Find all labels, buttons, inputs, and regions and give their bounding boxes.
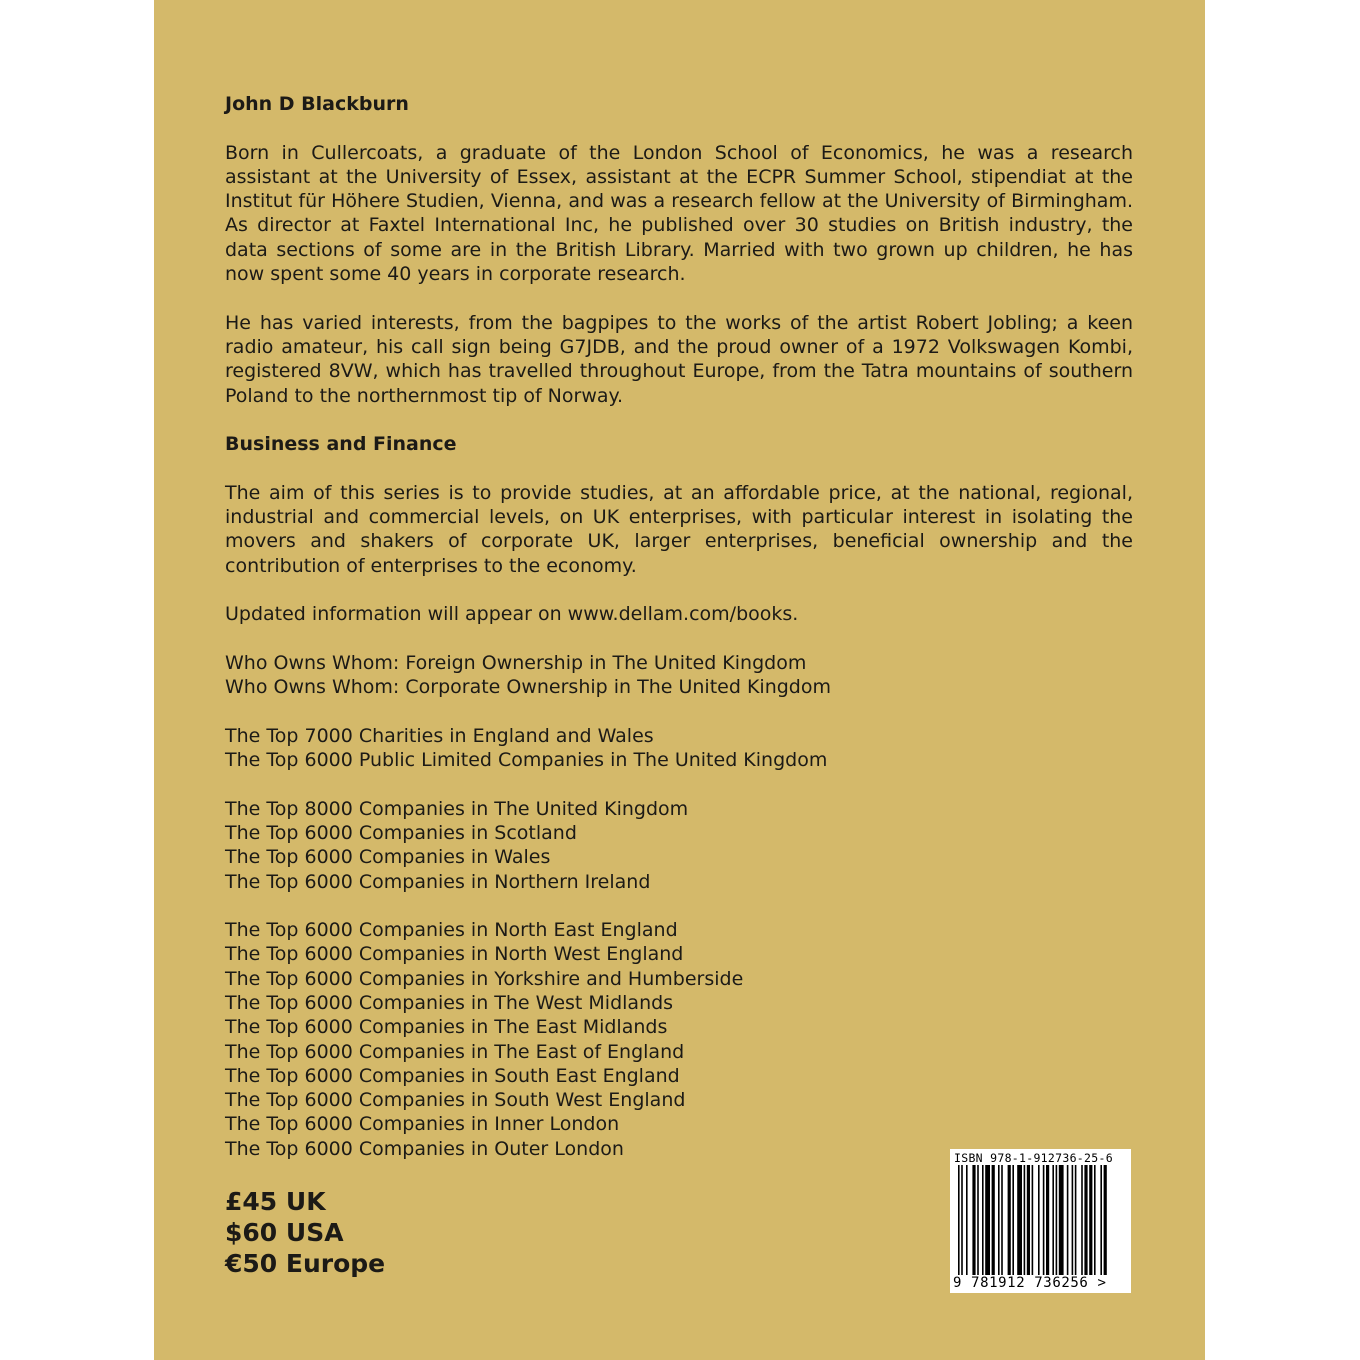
book-title: The Top 6000 Companies in Yorkshire and Humberside	[225, 967, 744, 990]
book-title: The Top 6000 Companies in Inner London	[225, 1113, 620, 1136]
price-list	[225, 1186, 385, 1279]
price-europe: €50 Europe	[225, 1249, 386, 1278]
book-title: The Top 6000 Companies in North East England	[225, 919, 678, 942]
barcode-bars-icon	[954, 1165, 1126, 1275]
book-title: The Top 6000 Companies in South East England	[225, 1064, 680, 1087]
author-bio-paragraph: Born in Cullercoats, a graduate of the London School of Economics, he was a research assistant at the University of Essex, assistant at the ECPR Summer School, stipendiat at the Institut für Höhere Studien, Vienna, and was a research fellow at the University of Birmingham. As director at Faxtel International Inc, he published over 30 studies on British industry, the data sections of some are in the British Library. Married with two grown up children, he has now spent some 40 years in corporate research.	[225, 141, 1133, 286]
book-title: Who Owns Whom: Corporate Ownership in The United Kingdom	[225, 676, 831, 699]
title-list-nations	[225, 797, 1133, 894]
price-uk: £45 UK	[225, 1187, 326, 1216]
book-title: The Top 6000 Companies in South West England	[225, 1089, 686, 1112]
author-name: John D Blackburn	[225, 93, 409, 115]
book-title: The Top 6000 Companies in The East of England	[225, 1040, 685, 1063]
book-title: The Top 8000 Companies in The United Kingdom	[225, 797, 689, 820]
book-title: The Top 6000 Companies in Wales	[225, 846, 551, 869]
price-usa: $60 USA	[225, 1218, 344, 1247]
title-list-charities-plc	[225, 724, 1133, 773]
book-title: The Top 6000 Companies in Outer London	[225, 1137, 624, 1160]
title-list-regions	[225, 918, 1133, 1161]
author-interests-paragraph: He has varied interests, from the bagpipes to the works of the artist Robert Jobling; a keen radio amateur, his call sign being G7JDB, and the proud owner of a 1972 Volkswagen Kombi, registered 8VW, which has travelled throughout Europe, from the Tatra mountains of southern Poland to the northernmost tip of Norway.	[225, 311, 1133, 407]
book-title: The Top 6000 Companies in Northern Ireland	[225, 870, 651, 893]
book-title: The Top 6000 Companies in Scotland	[225, 821, 577, 844]
title-list-ownership	[225, 651, 1133, 700]
book-title: The Top 6000 Companies in The West Midlands	[225, 991, 674, 1014]
update-note: Updated information will appear on www.dellam.com/books.	[225, 603, 799, 626]
series-description: The aim of this series is to provide studies, at an affordable price, at the national, regional, industrial and commercial levels, on UK enterprises, with particular interest in isolating the movers and shakers of corporate UK, larger enterprises, beneficial ownership and the contribution of enterprises to the economy.	[225, 481, 1133, 577]
book-title: Who Owns Whom: Foreign Ownership in The United Kingdom	[225, 651, 807, 674]
isbn-label: ISBN 978-1-912736-25-6	[954, 1151, 1113, 1165]
book-title: The Top 7000 Charities in England and Wales	[225, 724, 654, 747]
book-title: The Top 6000 Companies in North West England	[225, 943, 684, 966]
book-title: The Top 6000 Public Limited Companies in The United Kingdom	[225, 749, 828, 772]
barcode-digits: 9 781912 736256 >	[953, 1275, 1107, 1291]
book-title: The Top 6000 Companies in The East Midlands	[225, 1016, 668, 1039]
series-heading: Business and Finance	[225, 433, 457, 456]
isbn-barcode	[950, 1149, 1131, 1293]
back-cover	[154, 0, 1205, 1360]
cover-text	[225, 92, 1133, 1161]
